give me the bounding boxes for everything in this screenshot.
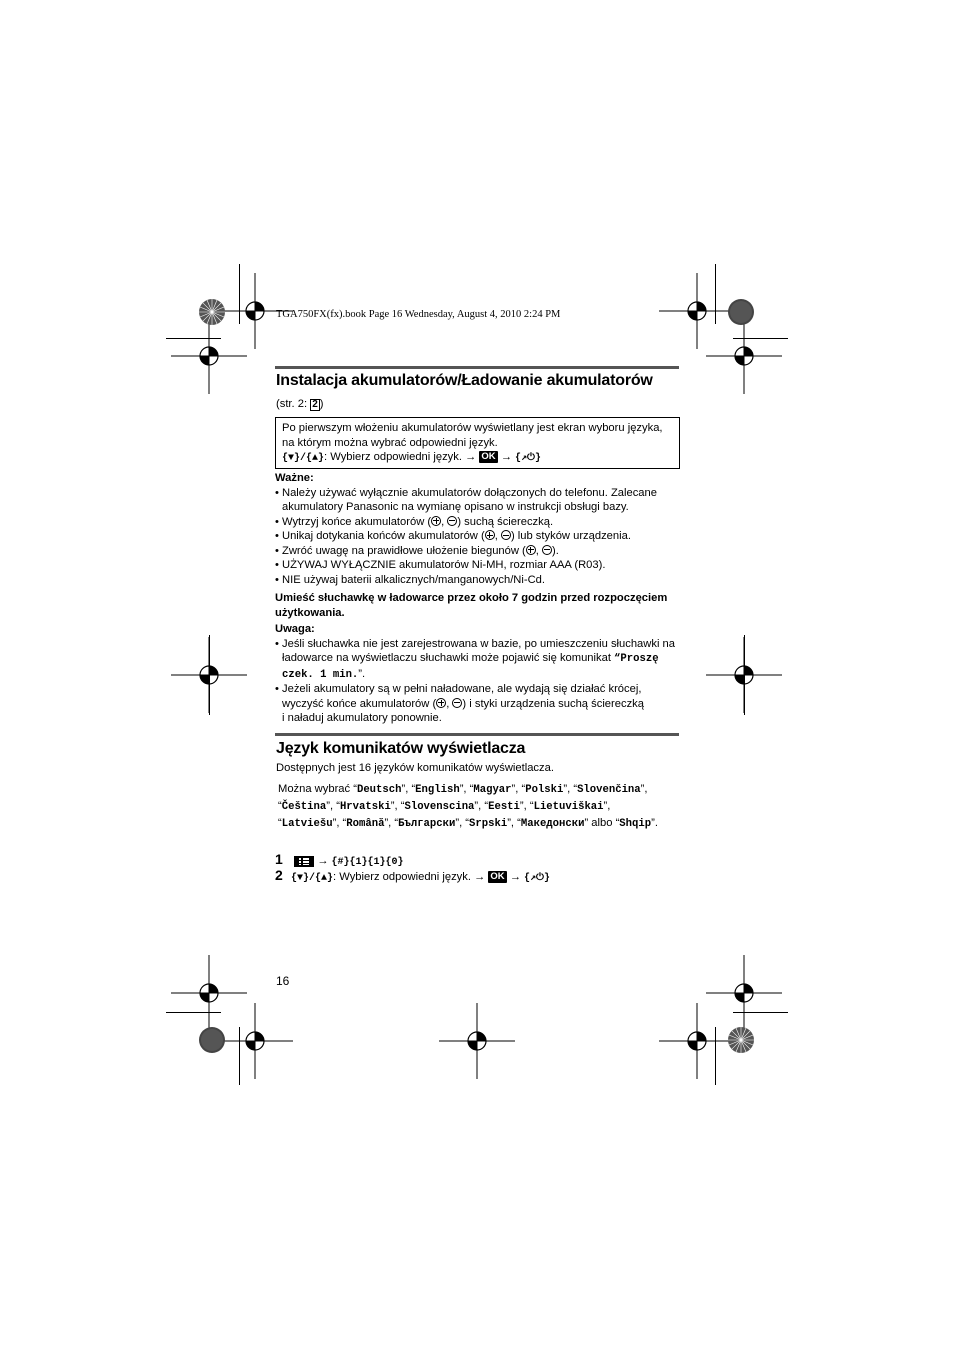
arrow-icon: → [509,871,521,883]
item-text: Wytrzyj końce akumulatorów ( [282,515,432,528]
plus-pole-icon [431,516,441,526]
plus-pole-icon [526,545,536,555]
list-item: • NIE używaj baterii alkalicznych/manganowych/Ni-Cd. [275,573,685,588]
ref-prefix: (str. 2: [276,398,311,410]
ok-key-icon: OK [481,451,496,463]
language-option: Shqip [619,818,652,830]
step-instruction: : Wybierz odpowiedni język. → [333,871,486,883]
separator: ”, [640,783,648,795]
quote-mark: “ [615,817,620,829]
quote-mark: “ [400,800,405,812]
box-line-1: Po pierwszym włożeniu akumulatorów wyświetlany jest ekran wyboru języka, [282,422,663,434]
list-item [275,515,685,530]
choose-prefix: Można wybrać [278,783,354,795]
separator: ”, [603,800,611,812]
important-label: Ważne: [275,472,314,484]
language-info-box [275,417,680,469]
note-list [275,637,685,726]
list-item [275,682,685,726]
separator: ”, [326,800,337,812]
charge-note: Umieść słuchawkę w ładowarce przez około 7 godzin przed rozpoczęciem użytkowania. [275,592,668,619]
important-block [275,471,685,726]
list-item [275,529,685,544]
separator: ”, [455,817,466,829]
item-text: i naładuj akumulatory ponownie. [282,712,442,724]
quote-mark: “ [484,800,489,812]
item-text: • Jeżeli akumulatory są w pełni naładowane, ale wydają się działać krócej, [282,683,642,695]
ref-suffix: ) [319,398,324,410]
step-number: 2 [275,867,283,883]
ref-number: 2 [312,399,318,410]
quote-mark: “ [465,817,470,829]
language-option: Slovenscina [404,801,475,813]
item-text: akumulatory Panasonic na wymianę opisano w instrukcji obsługi bazy. [282,501,629,513]
language-option: Čeština [281,801,327,813]
page-reference [276,397,324,412]
book-header: TGA750FX(fx).book Page 16 Wednesday, August 4, 2010 2:24 PM [276,309,561,320]
box-line-3 [282,450,679,467]
item-text: , [535,544,542,557]
arrow-keys: {▼}/{▲} [282,453,325,464]
item-text [282,697,685,712]
quote-mark: “ [278,800,282,812]
quote-mark: “ [394,817,399,829]
list-item [275,544,685,559]
item-text: wyczyść końce akumulatorów ( [282,697,437,710]
item-text: , [446,697,453,710]
list-item: • UŻYWAJ WYŁĄCZNIE akumulatorów Ni-MH, rozmiar AAA (R03). [275,558,685,573]
quote-mark: “ [529,800,534,812]
language-option: Български [398,818,456,830]
arrow-keys: {▼}/{▲} [291,873,334,884]
quote-mark: “ [517,817,521,829]
item-text: Unikaj dotykania końców akumulatorów ( [282,530,485,542]
item-text: , [441,515,448,528]
section-rule [275,733,679,736]
language-option: Polski [525,784,564,796]
quote-mark: “ [353,783,357,795]
plus-pole-icon [436,698,446,708]
menu-key-icon [294,856,314,867]
minus-pole-icon [542,545,552,555]
quote-mark: “ [342,817,347,829]
separator: ”, [390,800,401,812]
separator: ”, [332,817,343,829]
quote-mark: “ [278,817,282,829]
item-text: ładowarce na wyświetlaczu słuchawki może pojawić się komunikat [282,652,615,664]
separator: ”, [507,817,518,829]
plus-pole-icon [485,530,495,540]
step-2 [275,868,550,887]
item-text: • Należy używać wyłącznie akumulatorów dołączonych do telefonu. Zalecane [282,486,657,499]
quote-mark: “ [573,783,578,795]
arrow-icon: → [500,451,512,463]
language-option: Latviešu [281,818,333,830]
separator: ”, [474,800,485,812]
item-text: ) lub styków urządzenia. [510,530,631,542]
box-instruction: : Wybierz odpowiedni język. → [324,451,477,463]
off-key-icon: {↗⏻} [524,873,550,884]
ok-key-icon: OK [490,871,505,883]
item-text: • Jeśli słuchawka nie jest zarejestrowana w bazie, po umieszczeniu słuchawki na [282,637,675,650]
important-list [275,486,685,588]
quote-mark: “ [469,783,474,795]
language-option: Srpski [469,818,508,830]
separator: ”, [511,783,522,795]
language-option: Eesti [488,801,520,813]
language-option: Română [346,818,385,830]
language-option: Magyar [473,784,512,796]
language-option: Македонски [520,818,585,830]
item-text [282,667,685,683]
separator: ”, [401,783,412,795]
item-text: ). [552,544,559,557]
key-sequence: {#}{1}{1}{0} [331,857,404,868]
separator: ”, [563,783,574,795]
separator: ”, [459,783,470,795]
quote-mark: “ [336,800,340,812]
item-text: , [494,530,501,542]
display-message: “Proszę [614,653,659,665]
separator: ”. [651,817,658,829]
box-line-2: na którym można wybrać odpowiedni język. [282,436,498,449]
item-text: ) suchą ściereczką. [457,515,554,528]
separator: ” [584,817,589,829]
arrow-icon: → [317,855,329,867]
language-option: Deutsch [356,784,402,796]
minus-pole-icon [452,698,462,708]
albo-word: albo [588,817,616,829]
separator: ”, [384,817,395,829]
minus-pole-icon [447,516,457,526]
list-item [275,637,685,683]
note-label: Uwaga: [275,623,315,635]
item-text: Zwróć uwagę na prawidłowe ułożenie biegunów ( [282,544,526,557]
minus-pole-icon [501,530,511,540]
language-option: Hrvatski [339,801,391,813]
section-title-language: Język komunikatów wyświetlacza [276,740,526,757]
language-list [278,781,673,832]
language-option: English [415,784,460,796]
list-item [275,486,685,515]
separator: ”, [519,800,530,812]
language-intro: Dostępnych jest 16 języków komunikatów wyświetlacza. [276,762,554,774]
item-text: ) i styki urządzenia suchą ściereczką [462,697,644,710]
step-number: 1 [275,851,283,867]
quote-mark: “ [411,783,416,795]
item-text: ”. [358,667,366,680]
display-message: czek. 1 min. [282,668,359,681]
language-option: Lietuviškai [533,801,604,813]
off-key-icon: {↗⏻} [515,453,541,464]
language-option: Slovenčina [577,784,641,796]
section-title-battery: Instalacja akumulatorów/Ładowanie akumulatorów [276,372,653,389]
page-number: 16 [276,974,290,988]
section-rule [275,366,679,369]
item-text [282,651,685,667]
quote-mark: “ [521,783,526,795]
